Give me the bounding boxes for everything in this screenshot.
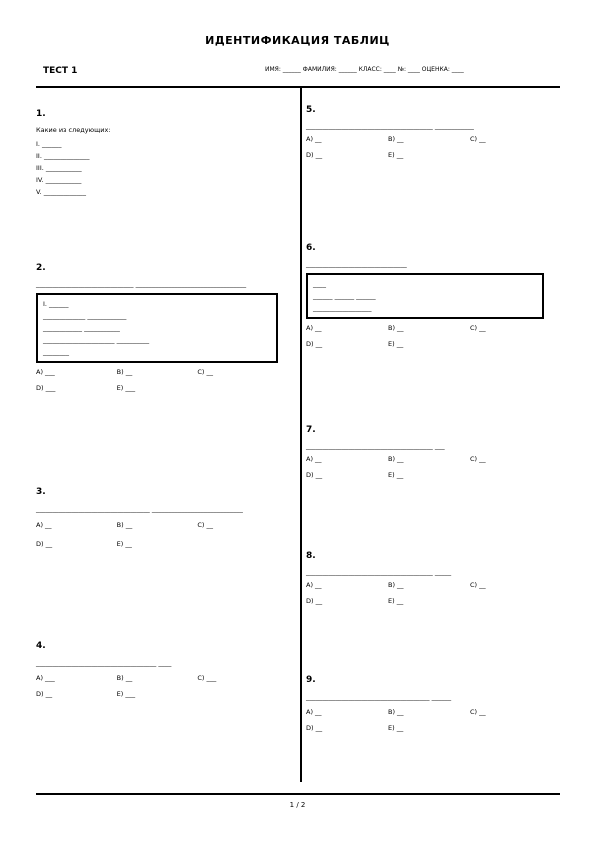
option-a[interactable]: A) ___ (36, 674, 55, 682)
box-line: ____________ ___________ (43, 324, 120, 332)
question-number: 5. (306, 105, 316, 115)
option-b[interactable]: B) __ (388, 708, 404, 716)
option-b[interactable]: B) __ (116, 521, 133, 529)
statement-box (306, 273, 544, 319)
statement: V. _____________ (36, 188, 86, 196)
question-number: 3. (36, 487, 46, 497)
option-c[interactable]: C) __ (470, 135, 486, 143)
option-b[interactable]: B) __ (388, 455, 404, 463)
question-number: 9. (306, 675, 316, 685)
question-text: _______________________________________ ___ (306, 442, 445, 450)
statement: II. ______________ (36, 152, 90, 160)
question-7 (306, 424, 552, 480)
option-e[interactable]: E) __ (116, 540, 132, 548)
question-3 (36, 486, 278, 549)
question-number: 2. (36, 263, 46, 273)
question-text: ______________________________ __________________________________ (36, 280, 247, 288)
option-c[interactable]: C) __ (470, 324, 486, 332)
question-text: _______________________________ (306, 260, 407, 268)
question-number: 6. (306, 243, 316, 253)
option-a[interactable]: A) __ (306, 324, 322, 332)
answer-options (306, 134, 552, 160)
question-2 (36, 262, 278, 393)
question-number: 4. (36, 641, 46, 651)
option-d[interactable]: D) __ (306, 340, 323, 348)
question-text: _______________________________________ ____________ (306, 122, 474, 130)
option-c[interactable]: C) ___ (197, 674, 217, 682)
option-d[interactable]: D) ___ (36, 384, 56, 392)
question-1 (36, 108, 278, 198)
question-text: _______________________________________ _____ (306, 568, 452, 576)
statement: I. ______ (36, 140, 62, 148)
option-b[interactable]: B) __ (116, 368, 133, 376)
option-c[interactable]: C) __ (197, 521, 213, 529)
question-4 (36, 640, 278, 699)
option-d[interactable]: D) __ (306, 597, 323, 605)
question-number: 7. (306, 425, 316, 435)
option-e[interactable]: E) ___ (116, 384, 136, 392)
option-a[interactable]: A) __ (306, 581, 322, 589)
question-number: 1. (36, 109, 46, 119)
option-c[interactable]: C) __ (470, 708, 486, 716)
option-a[interactable]: A) __ (306, 135, 322, 143)
question-text: Какие из следующих: (36, 126, 111, 134)
option-d[interactable]: D) __ (36, 690, 53, 698)
question-8 (306, 550, 552, 606)
box-line: ______________________ __________ (43, 336, 150, 344)
statement: III. ___________ (36, 164, 82, 172)
statement: IV. ___________ (36, 176, 82, 184)
box-line: ________ (43, 348, 69, 356)
question-number: 8. (306, 551, 316, 561)
answer-options (306, 580, 552, 606)
option-a[interactable]: A) ___ (36, 368, 55, 376)
question-5 (306, 104, 552, 160)
option-c[interactable]: C) __ (470, 455, 486, 463)
answer-options (36, 673, 278, 699)
question-text: ___________________________________ ____________________________ (36, 505, 243, 513)
page-title: ИДЕНТИФИКАЦИЯ ТАБЛИЦ (205, 34, 390, 47)
box-line: _____________ ____________ (43, 312, 127, 320)
answer-options (306, 707, 552, 733)
option-e[interactable]: E) __ (388, 597, 404, 605)
option-a[interactable]: A) __ (306, 455, 322, 463)
option-e[interactable]: E) ___ (116, 690, 136, 698)
option-e[interactable]: E) __ (388, 151, 404, 159)
option-e[interactable]: E) __ (388, 471, 404, 479)
statement-box (36, 293, 278, 363)
box-line: ______ ______ ______ (313, 292, 376, 300)
box-line: I. ______ (43, 300, 69, 308)
column-divider (300, 88, 302, 782)
option-d[interactable]: D) __ (306, 724, 323, 732)
bottom-rule (36, 793, 560, 795)
option-b[interactable]: B) __ (388, 135, 404, 143)
student-info-line: ИМЯ: ______ ФАМИЛИЯ: ______ КЛАСС: ____ №: ____ ОЦЕНКА: ____ (265, 66, 464, 73)
option-d[interactable]: D) __ (306, 471, 323, 479)
page-number: 1 / 2 (289, 801, 306, 809)
option-b[interactable]: B) __ (388, 324, 404, 332)
question-6 (306, 242, 552, 349)
answer-options (36, 367, 278, 393)
question-text: _____________________________________ ____ (36, 659, 172, 667)
box-line: __________________ (313, 304, 372, 312)
option-b[interactable]: B) __ (388, 581, 404, 589)
option-a[interactable]: A) __ (36, 521, 52, 529)
question-9 (306, 674, 552, 733)
option-e[interactable]: E) __ (388, 724, 404, 732)
option-a[interactable]: A) __ (306, 708, 322, 716)
answer-options (306, 454, 552, 480)
option-d[interactable]: D) __ (36, 540, 53, 548)
option-c[interactable]: C) __ (197, 368, 213, 376)
option-b[interactable]: B) __ (116, 674, 133, 682)
answer-options (306, 323, 552, 349)
answer-options (36, 520, 278, 549)
question-text: ______________________________________ ______ (306, 693, 452, 701)
option-d[interactable]: D) __ (306, 151, 323, 159)
option-c[interactable]: C) __ (470, 581, 486, 589)
box-line: ____ (313, 280, 326, 288)
option-e[interactable]: E) __ (388, 340, 404, 348)
top-rule (36, 86, 560, 88)
subject-label: ТЕСТ 1 (43, 66, 78, 76)
